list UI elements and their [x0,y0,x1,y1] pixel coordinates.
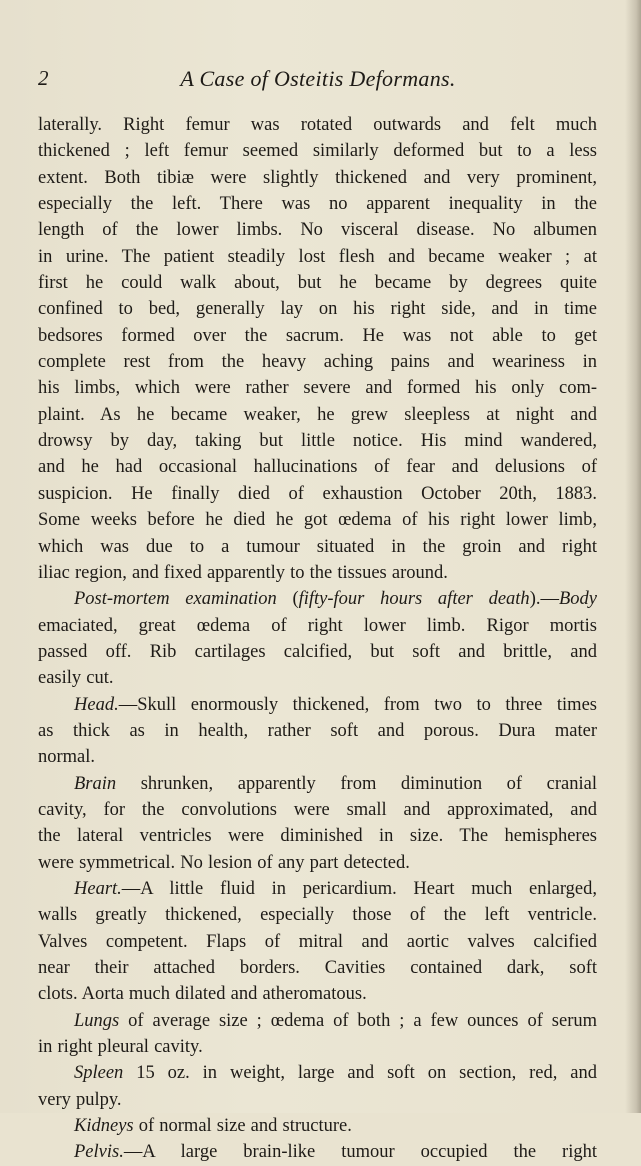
text-line [38,850,597,876]
italic-heading: Heart. [74,878,122,899]
italic-heading: Body [558,589,597,610]
text-run: extent. Both tibiæ were slightly thickened and very prominent, [38,167,597,188]
text-line [38,191,597,217]
text-run: as thick as in health, rather soft and porous. Dura mater [38,720,597,741]
text-line [38,981,597,1007]
text-line [38,692,597,718]
text-run: laterally. Right femur was rotated outwards and felt much [38,115,597,135]
text-line [38,560,597,586]
italic-heading: Head. [74,694,119,715]
text-run: —A little fluid in pericardium. Heart much enlarged, [121,878,597,899]
text-line [38,955,597,981]
italic-heading: Post-mortem examination [74,589,277,610]
text-run: cavity, for the convolutions were small and approximated, and [38,799,597,820]
text-run: first he could walk about, but he became by degrees quite [38,273,597,294]
text-line [38,296,597,322]
text-line [38,481,597,507]
italic-heading: Pelvis. [74,1142,124,1163]
italic-heading: Lungs [74,1010,120,1031]
text-run: very pulpy. [38,1089,122,1110]
italic-heading: fifty-four hours after death [298,589,530,610]
text-run: ( [276,589,299,610]
text-run: were symmetrical. No lesion of any part detected. [38,852,410,873]
text-line [38,1034,597,1060]
text-run: passed off. Rib cartilages calcified, but soft and brittle, and [38,641,597,662]
page-edge-shadow [625,0,641,1113]
text-line [38,375,597,401]
text-run: and he had occasional hallucinations of fear and delusions of [38,457,597,478]
text-line [38,349,597,375]
text-run: in urine. The patient steadily lost flesh and became weaker ; at [38,246,597,267]
text-run: confined to bed, generally lay on his right side, and in time [38,299,597,320]
text-run: —Skull enormously thickened, from two to three times [118,694,597,715]
italic-heading: Brain [74,773,117,794]
text-run: near their attached borders. Cavities contained dark, soft [38,958,597,978]
text-line [38,929,597,955]
text-line [38,1087,597,1113]
text-run: —A large brain-like tumour occupied the right [123,1142,597,1163]
text-line [38,665,597,691]
body-text [38,112,597,1166]
text-line [38,507,597,533]
text-line [38,1060,597,1086]
text-line [38,534,597,560]
text-run: complete rest from the heavy aching pains and weariness in [38,352,597,373]
text-line [38,1008,597,1034]
italic-heading: Spleen [74,1063,124,1084]
page-number: 2 [38,66,49,90]
text-run: shrunken, apparently from diminution of cranial [116,773,597,794]
text-line [38,165,597,191]
text-line [38,744,597,770]
text-run: his limbs, which were rather severe and formed his only com- [38,378,597,399]
text-run: Some weeks before he died he got œdema of his right lower limb, [38,510,597,531]
text-run: bedsores formed over the sacrum. He was not able to get [38,325,597,346]
text-line [38,270,597,296]
text-run: ).— [529,589,559,610]
text-line [38,718,597,744]
text-run: iliac region, and fixed apparently to the tissues around. [38,562,448,583]
text-line [38,323,597,349]
text-run: especially the left. There was no apparent inequality in the [38,194,597,215]
text-line [38,771,597,797]
text-line [38,402,597,428]
running-title: A Case of Osteitis Deformans. [180,66,456,91]
text-line [38,586,597,612]
text-run: thickened ; left femur seemed similarly deformed but to a less [38,141,597,162]
text-line [38,428,597,454]
text-run: Valves competent. Flaps of mitral and aortic valves calcified [38,931,597,952]
text-line [38,797,597,823]
text-run: of normal size and structure. [133,1116,352,1137]
italic-heading: Kidneys [74,1116,134,1137]
text-run: drowsy by day, taking but little notice. His mind wandered, [38,431,597,452]
text-line [38,1113,597,1139]
text-line [38,1139,597,1165]
text-run: of average size ; œdema of both ; a few ounces of serum [119,1010,597,1031]
text-run: the lateral ventricles were diminished in size. The hemispheres [38,826,597,847]
text-line [38,217,597,243]
text-line [38,639,597,665]
text-line [38,138,597,164]
text-line [38,613,597,639]
text-run: in right pleural cavity. [38,1037,203,1058]
text-run: normal. [38,747,96,768]
text-run: plaint. As he became weaker, he grew sleepless at night and [38,404,597,425]
text-line [38,823,597,849]
running-head [38,66,598,96]
text-run: easily cut. [38,668,114,689]
text-line [38,876,597,902]
text-line [38,112,597,138]
text-run: emaciated, great œdema of right lower limb. Rigor mortis [38,615,597,636]
text-run: clots. Aorta much dilated and atheromatous. [38,984,367,1005]
text-line [38,902,597,928]
text-line [38,244,597,270]
text-run: length of the lower limbs. No visceral disease. No albumen [38,220,597,241]
text-run: walls greatly thickened, especially those of the left ventricle. [38,905,597,926]
text-run: 15 oz. in weight, large and soft on section, red, and [123,1063,597,1084]
text-run: suspicion. He finally died of exhaustion October 20th, 1883. [38,483,597,504]
text-run: which was due to a tumour situated in the groin and right [38,536,597,557]
text-line [38,454,597,480]
